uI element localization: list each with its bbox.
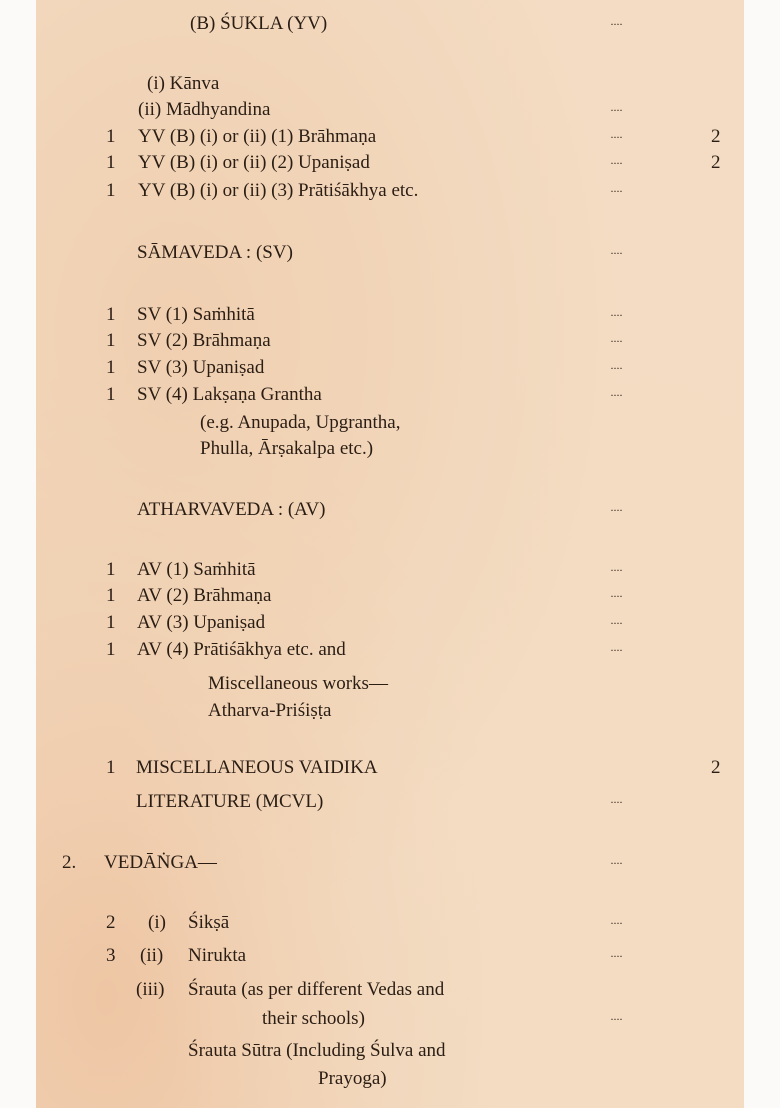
entry-number: 1 <box>106 384 116 405</box>
entry-title: Śikṣā <box>188 912 230 933</box>
entry-number: 1 <box>106 612 116 633</box>
entry-title: YV (B) (i) or (ii) (1) Brāhmaṇa <box>138 126 377 147</box>
entry-title: SV (3) Upaniṣad <box>137 357 265 378</box>
entry-title: (i) Kānva <box>147 73 220 94</box>
entry-title: their schools) <box>262 1008 365 1029</box>
entry-title: (ii) Mādhyandina <box>138 99 271 120</box>
leader-dots: ···· <box>610 17 622 31</box>
entry-title: (B) ŚUKLA (YV) <box>190 13 328 34</box>
leader-dots: ···· <box>610 361 622 375</box>
entry-number: 1 <box>106 152 116 173</box>
entry-title: Śrauta (as per different Vedas and <box>188 979 445 1000</box>
entry-title: YV (B) (i) or (ii) (2) Upaniṣad <box>138 152 370 173</box>
entry-number: 3 <box>106 945 116 966</box>
leader-dots: ···· <box>610 308 622 322</box>
entry-number: 1 <box>106 304 116 325</box>
leader-dots: ···· <box>610 103 622 117</box>
entry-title: AV (4) Prātiśākhya etc. and <box>137 639 346 660</box>
leader-dots: ···· <box>610 156 622 170</box>
entry-title: Miscellaneous works— <box>208 673 388 694</box>
entry-number: 1 <box>106 180 116 201</box>
entry-number: 2. <box>62 852 77 873</box>
leader-dots: ···· <box>610 616 622 630</box>
leader-dots: ···· <box>610 916 622 930</box>
leader-dots: ···· <box>610 795 622 809</box>
entry-title: LITERATURE (MCVL) <box>136 791 324 812</box>
entry-count: 2 <box>711 757 721 778</box>
leader-dots: ···· <box>610 184 622 198</box>
entry-title: AV (2) Brāhmaṇa <box>137 585 272 606</box>
entry-title: SV (2) Brāhmaṇa <box>137 330 271 351</box>
entry-count: 2 <box>711 126 721 147</box>
leader-dots: ···· <box>610 856 622 870</box>
entry-title: VEDĀṄGA— <box>104 852 217 873</box>
entry-title: AV (1) Saṁhitā <box>137 559 256 580</box>
entry-number: 1 <box>106 585 116 606</box>
leader-dots: ···· <box>610 334 622 348</box>
entry-title: (e.g. Anupada, Upgrantha, <box>200 412 401 433</box>
leader-dots: ···· <box>610 503 622 517</box>
entry-title: Phulla, Ārṣakalpa etc.) <box>200 438 374 459</box>
entry-number: 1 <box>106 330 116 351</box>
entry-number: 1 <box>106 757 116 778</box>
entry-number: 1 <box>106 357 116 378</box>
entry-title: Prayoga) <box>318 1068 387 1089</box>
entry-title: YV (B) (i) or (ii) (3) Prātiśākhya etc. <box>138 180 419 201</box>
entry-number: 1 <box>106 559 116 580</box>
entry-title: Śrauta Sūtra (Including Śulva and <box>188 1040 446 1061</box>
entry-title: SĀMAVEDA : (SV) <box>137 242 293 263</box>
entry-title: Atharva-Priśiṣṭa <box>208 700 332 721</box>
leader-dots: ···· <box>610 130 622 144</box>
leader-dots: ···· <box>610 388 622 402</box>
entry-title: SV (4) Lakṣaṇa Grantha <box>137 384 322 405</box>
leader-dots: ···· <box>610 643 622 657</box>
entry-roman-numeral: (i) <box>148 912 166 933</box>
entry-title: AV (3) Upaniṣad <box>137 612 266 633</box>
entry-title: SV (1) Saṁhitā <box>137 304 255 325</box>
entry-number: 1 <box>106 126 116 147</box>
entry-count: 2 <box>711 152 721 173</box>
leader-dots: ···· <box>610 246 622 260</box>
leader-dots: ···· <box>610 949 622 963</box>
entry-title: Nirukta <box>188 945 247 966</box>
entry-roman-numeral: (ii) <box>140 945 164 966</box>
entry-roman-numeral: (iii) <box>136 979 165 1000</box>
entry-number: 2 <box>106 912 116 933</box>
entry-title: ATHARVAVEDA : (AV) <box>137 499 326 520</box>
entry-number: 1 <box>106 639 116 660</box>
leader-dots: ···· <box>610 1012 622 1026</box>
leader-dots: ···· <box>610 563 622 577</box>
leader-dots: ···· <box>610 589 622 603</box>
entry-title: MISCELLANEOUS VAIDIKA <box>136 757 378 778</box>
